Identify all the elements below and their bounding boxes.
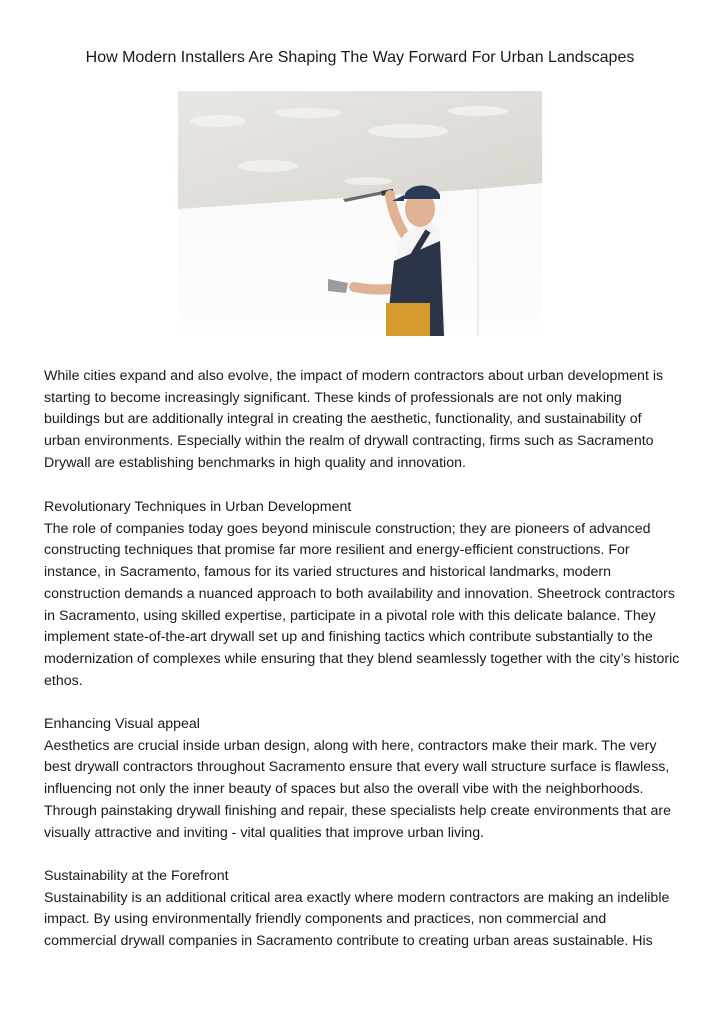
- section-heading: Sustainability at the Forefront: [44, 868, 229, 884]
- section-revolutionary-techniques: [44, 497, 680, 692]
- section-body: Aesthetics are crucial inside urban design, along with here, contractors make their mark. The very best drywall contractors throughout Sacramento ensure that every wall structure surface is flawless, influencing not only the inner beauty of spaces but also the overall vibe with the neighborhoods. Through painstaking drywall finishing and repair, these specialists help create environments that are visually attractive and inviting - vital qualities that improve urban living.: [44, 737, 671, 841]
- section-heading: Revolutionary Techniques in Urban Development: [44, 499, 352, 515]
- section-body: The role of companies today goes beyond miniscule construction; they are pioneers of advanced constructing techniques that promise far more resilient and energy-efficient constructions. For instance, in Sacramento, famous for its varied structures and historical landmarks, modern construction demands a nuanced approach to both availability and innovation. Sheetrock contractors in Sacramento, using skilled expertise, participate in a pivotal role with this delicate balance. They implement state-of-the-art drywall set up and finishing tactics which contribute substantially to the modernization of complexes while ensuring that they blend seamlessly together with the city’s historic ethos.: [44, 520, 680, 689]
- intro-paragraph: [44, 366, 680, 475]
- section-body: Sustainability is an additional critical area exactly where modern contractors are making an indelible impact. By using environmentally friendly components and practices, non commercial and commercial drywall companies in Sacramento contribute to creating urban areas sustainable. His: [44, 889, 670, 950]
- document-title: How Modern Installers Are Shaping The Way Forward For Urban Landscapes: [85, 49, 635, 66]
- hero-image: [178, 91, 542, 336]
- section-enhancing-visual-appeal: [44, 714, 680, 844]
- section-heading: Enhancing Visual appeal: [44, 716, 200, 732]
- photo-drywall-installer-icon: [178, 91, 542, 336]
- section-sustainability: [44, 866, 680, 953]
- intro-text: While cities expand and also evolve, the impact of modern contractors about urban development is starting to become increasingly significant. These kinds of professionals are not only making buildings but are additionally integral in creating the aesthetic, functionality, and sustainability of urban environments. Especially within the realm of drywall contracting, firms such as Sacramento Drywall are establishing benchmarks in high quality and innovation.: [44, 368, 664, 471]
